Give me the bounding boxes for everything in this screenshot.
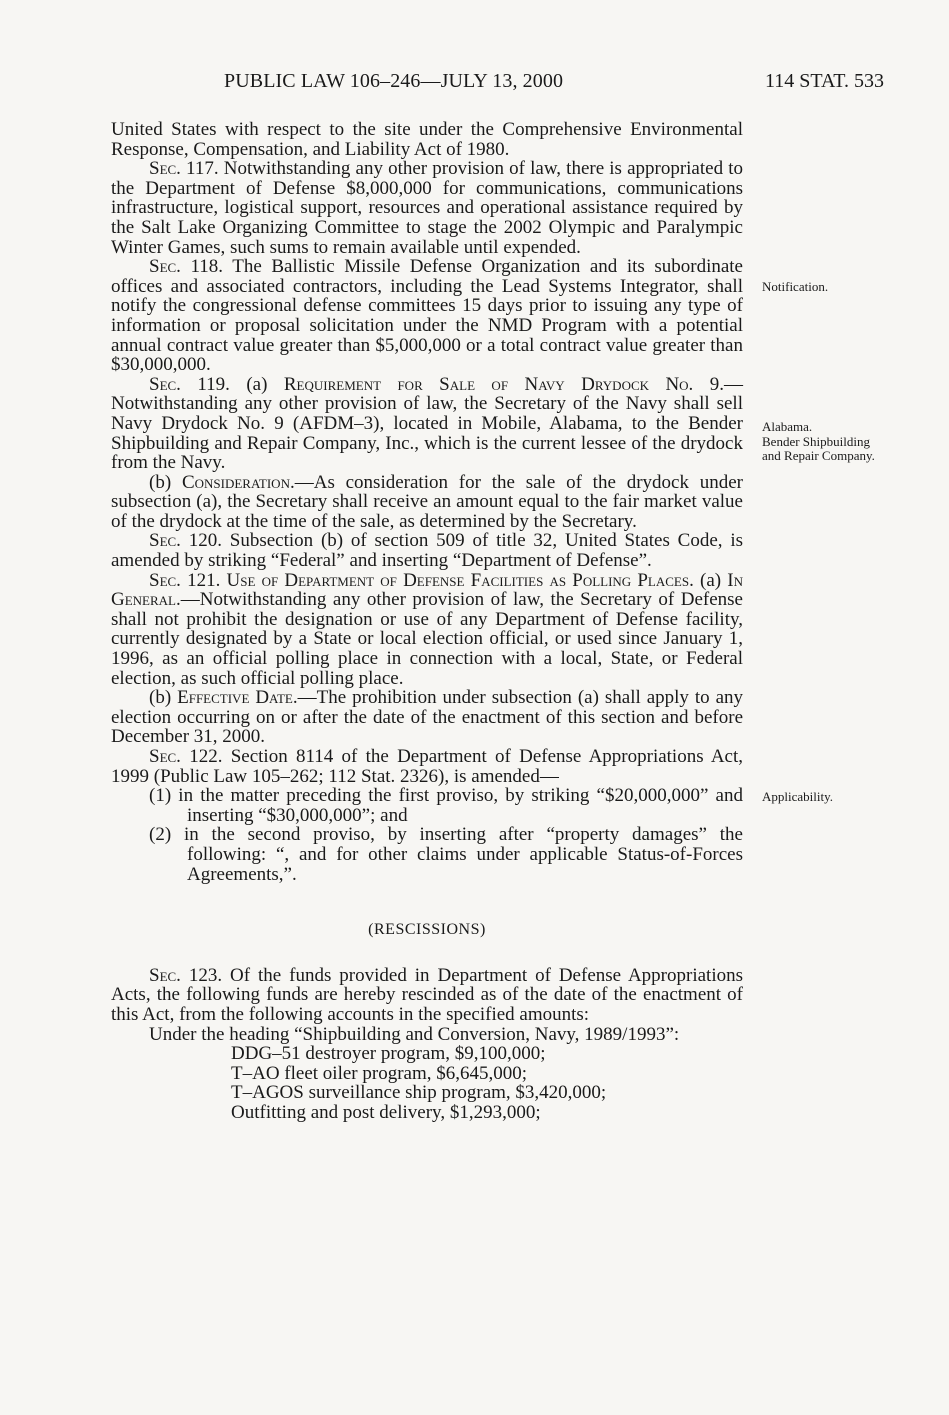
section-label: Sec. 121.	[149, 569, 221, 591]
section-label: Sec. 119.	[149, 373, 230, 395]
subsection-marker: (b)	[149, 687, 178, 709]
section-text: Notwithstanding any other provision of law, there is appropriated to the Department of Defense $8,000,000 for communications, communications infrastructure, logistical support, resources and operational assistance required by the Salt Lake Organizing Committee to stage the 2002 Olympic and Paralympic Winter Games, such sums to remain available until expended.	[111, 158, 743, 258]
subsection-heading: Effective Date.	[177, 687, 298, 709]
section-heading: Use of Department of Defense Facilities as Polling Places.	[220, 569, 694, 591]
page-header	[0, 70, 949, 94]
section-label: Sec. 120.	[149, 530, 222, 552]
margin-note-notification: Notification.	[762, 279, 829, 294]
rescissions-heading: (RESCISSIONS)	[368, 921, 486, 939]
section-117	[111, 159, 743, 257]
section-118	[111, 257, 743, 375]
section-123	[111, 966, 743, 1025]
heading-reference: Under the heading “Shipbuilding and Conversion, Navy, 1989/1993”:	[149, 1023, 680, 1045]
paragraph: United States with respect to the site under the Comprehensive Environmental Response, Compensation, and Liability Act of 1980.	[111, 119, 743, 160]
section-121	[111, 571, 743, 689]
section-label: Sec. 122.	[149, 746, 223, 767]
section-text: Subsection (b) of section 509 of title 32, United States Code, is amended by striking “Federal” and inserting “Department of Defense”.	[111, 530, 743, 572]
section-text: —Notwithstanding any other provision of law, the Secretary of the Navy shall sell Navy Drydock No. 9 (AFDM–3), located in Mobile, Alabama, to the Bender Shipbuilding and Repair Company, Inc., which is the current lessee of the drydock from the Navy.	[111, 373, 743, 474]
law-text	[111, 120, 743, 1123]
section-label: Sec. 117.	[149, 158, 219, 180]
section-119	[111, 375, 743, 473]
list-item: DDG–51 destroyer program, $9,100,000;	[231, 1043, 546, 1065]
list-item: T–AGOS surveillance ship program, $3,420,000;	[231, 1082, 607, 1104]
margin-note-applicability: Applicability.	[762, 789, 834, 804]
list-item: Outfitting and post delivery, $1,293,000;	[231, 1101, 541, 1123]
section-text: Section 8114 of the Department of Defense Appropriations Act, 1999 (Public Law 105–262; 112 Stat. 2326), is amended—	[111, 746, 744, 787]
section-label: Sec. 118.	[149, 256, 224, 278]
subsection-heading: In General.	[111, 569, 744, 611]
section-119-b	[111, 473, 743, 532]
margin-note-bender: Bender Shipbuilding and Repair Company.	[762, 434, 875, 463]
subsection-marker: (b)	[149, 471, 182, 493]
section-label: Sec. 123.	[149, 964, 223, 986]
subsection-marker: (a)	[229, 373, 284, 395]
section-text: —Notwithstanding any other provision of law, the Secretary of Defense shall not prohibit the designation or use of any Department of Defense facility, currently designated by a State or local election official, or used since January 1, 1996, as an official polling place in connection with a local, State, or Federal election, as such official polling place.	[111, 589, 743, 689]
section-text: —As consideration for the sale of the drydock under subsection (a), the Secretary shall receive an amount equal to the fair market value of the drydock at the time of the sale, as determined by the Secretary.	[111, 471, 744, 532]
subsection-heading: Requirement for Sale of Navy Drydock No. 9.	[283, 373, 724, 395]
amendment-2: (2) in the second proviso, by inserting after “property damages” the following: “, and for other claims under applicable Status-of-Forces Agreements,”.	[149, 824, 743, 885]
section-text: Of the funds provided in Department of Defense Appropriations Acts, the following funds are hereby rescinded as of the date of the enactment of this Act, from the following accounts in the specified amounts:	[111, 964, 743, 1025]
section-text: The Ballistic Missile Defense Organization and its subordinate offices and associated contractors, including the Lead Systems Integrator, shall notify the congressional defense committees 15 days prior to issuing any type of information or proposal solicitation under the NMD Program with a potential annual contract value greater than $5,000,000 or a total contract value greater than $30,000,000.	[111, 256, 743, 376]
margin-note-alabama: Alabama.	[762, 419, 813, 434]
section-120	[111, 531, 743, 570]
section-121-b	[111, 688, 743, 747]
amendment-1: (1) in the matter preceding the first proviso, by striking “$20,000,000” and inserting “$30,000,000”; and	[149, 785, 743, 826]
section-text: —The prohibition under subsection (a) shall apply to any election occurring on or after the date of the enactment of this section and before December 31, 2000.	[111, 687, 744, 748]
section-122	[111, 747, 743, 786]
subsection-marker: (a)	[693, 569, 728, 591]
running-title: PUBLIC LAW 106–246—JULY 13, 2000	[224, 70, 564, 92]
subsection-heading: Consideration.	[181, 471, 295, 493]
rescission-list	[231, 1044, 743, 1122]
list-item: T–AO fleet oiler program, $6,645,000;	[231, 1062, 528, 1084]
stat-page-number: 114 STAT. 533	[765, 70, 884, 92]
